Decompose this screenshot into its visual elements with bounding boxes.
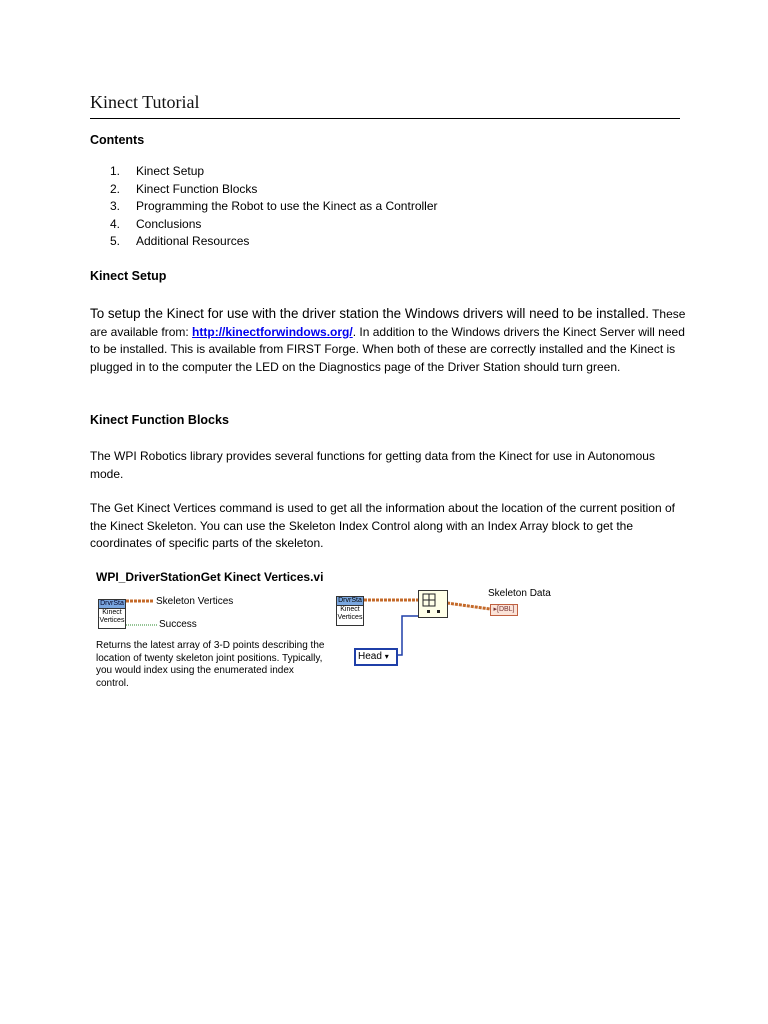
diagram-vi-icon-top: DrvrSta: [338, 597, 362, 604]
functions-heading: Kinect Function Blocks: [90, 413, 229, 427]
figure-title: WPI_DriverStationGet Kinect Vertices.vi: [96, 570, 324, 584]
toc-item-number: 2.: [110, 181, 121, 196]
vi-description: Returns the latest array of 3-D points describing the location of twenty skeleton joint positions. Typically, you would index using the enumerated index control.: [96, 640, 325, 689]
toc-item-number: 1.: [110, 164, 121, 178]
toc-item-label: Kinect Function Blocks: [136, 181, 258, 196]
kinect-for-windows-link[interactable]: http://kinectforwindows.org/: [192, 324, 353, 339]
toc-item-number: 4.: [110, 216, 121, 231]
toc-item[interactable]: [110, 181, 438, 199]
setup-heading: Kinect Setup: [90, 269, 167, 283]
setup-paragraph-lead: To setup the Kinect for use with the driver station the Windows drivers will need to be installed.: [90, 306, 649, 321]
index-array-node[interactable]: [418, 590, 448, 618]
skeleton-index-enum[interactable]: [354, 648, 398, 666]
functions-paragraph-1: The WPI Robotics library provides several functions for getting data from the Kinect for use in Autonomous mode.: [90, 449, 655, 481]
toc-item[interactable]: [110, 216, 438, 234]
success-label: Success: [159, 619, 197, 630]
setup-paragraph-prefix: These are available from:: [90, 307, 686, 339]
toc-item[interactable]: [110, 198, 438, 216]
toc-item-label: Conclusions: [136, 216, 202, 231]
functions-paragraph-2: The Get Kinect Vertices command is used to get all the information about the location of the current position of the Kinect Skeleton. You can use the Skeleton Index Control along with an Index Array block to get the coordinates of specific parts of the skeleton.: [90, 501, 675, 551]
block-diagram: [336, 584, 556, 694]
skeleton-data-indicator[interactable]: ▸[DBL]: [490, 604, 518, 616]
diagram-vi-icon-body: Kinect Vertices: [337, 606, 363, 621]
toc-item-number: 3.: [110, 199, 121, 214]
toc-item-label: Kinect Setup: [136, 164, 205, 178]
index-array-icon: [419, 591, 447, 617]
table-of-contents: [110, 163, 438, 251]
chevron-down-icon: ▾: [384, 652, 389, 661]
skeleton-vertices-label: Skeleton Vertices: [156, 596, 234, 607]
setup-paragraph: [90, 305, 690, 376]
enum-value: Head: [358, 651, 382, 662]
vi-icon-body: Kinect Vertices: [99, 609, 125, 624]
setup-paragraph-rest: . In addition to the Windows drivers the Kinect Server will need to be installed. This is available from FIRST Forge. When both of these are correctly installed and the Kinect is plugged in to the computer the LED on the Diagnostics page of the Driver Station should turn green.: [90, 324, 685, 374]
vi-figure: [96, 568, 636, 708]
toc-item[interactable]: [110, 163, 438, 181]
vi-icon-top: DrvrSta: [100, 600, 124, 607]
toc-item[interactable]: [110, 233, 438, 251]
toc-item-label: Programming the Robot to use the Kinect as a Controller: [136, 199, 438, 214]
page-title: Kinect Tutorial: [90, 92, 200, 112]
contents-heading: Contents: [90, 133, 145, 147]
toc-item-label: Additional Resources: [136, 234, 250, 249]
skeleton-data-label: Skeleton Data: [488, 588, 551, 599]
toc-item-number: 5.: [110, 234, 121, 249]
title-rule: [90, 118, 680, 119]
vi-icon: [98, 599, 126, 629]
